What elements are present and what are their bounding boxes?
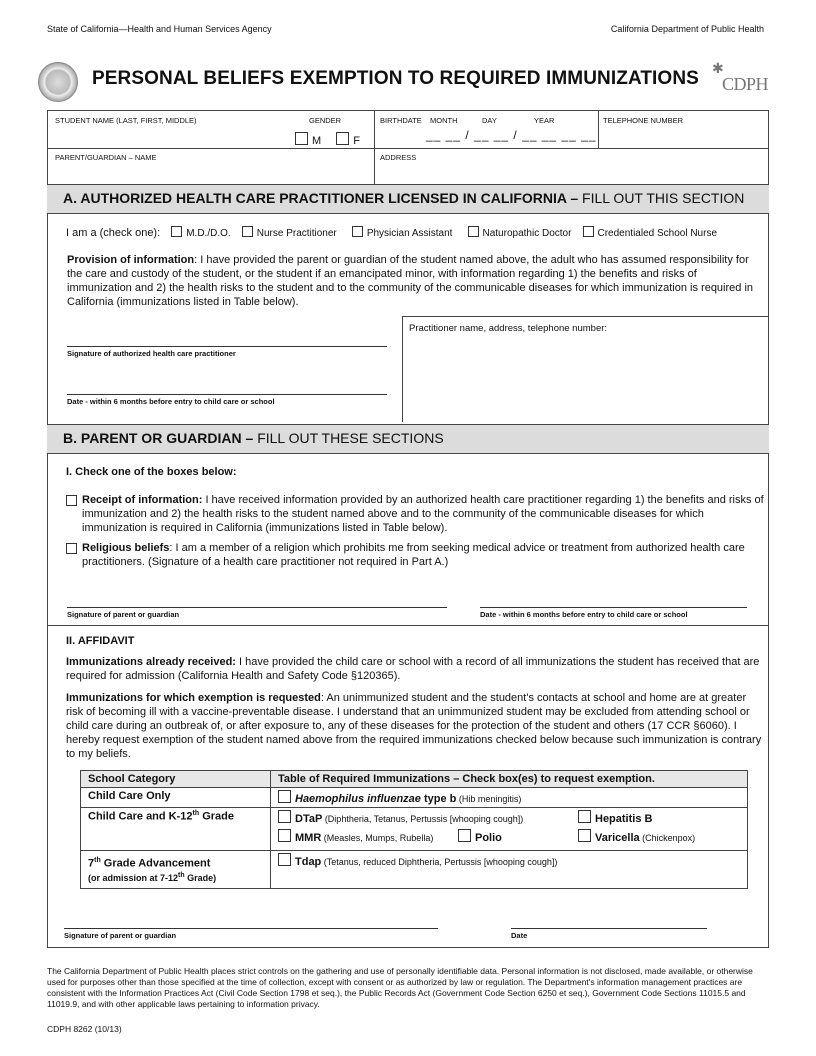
religious-beliefs-option: Religious beliefs: I am a member of a religion which prohibits me from seeking medical advice or treatment from authorized health care practitioners. (Signature of a health care practitioner not required in Part A.) <box>66 541 766 569</box>
gender-label: GENDER <box>309 116 342 125</box>
nurse-practitioner-checkbox[interactable] <box>242 226 253 237</box>
mmr-checkbox[interactable] <box>278 829 291 842</box>
section-b-heading: B. PARENT OR GUARDIAN – FILL OUT THESE SECTIONS <box>47 424 769 454</box>
state-seal-icon <box>38 62 78 102</box>
department-name: California Department of Public Health <box>610 24 764 34</box>
parent-name-field[interactable]: PARENT/GUARDIAN – NAME <box>47 148 375 184</box>
birthdate-field[interactable]: BIRTHDATE MONTH DAY YEAR __ __ / __ __ / __ __ __ __ <box>374 110 599 149</box>
final-date-line[interactable]: Date <box>511 928 707 940</box>
varicella-checkbox[interactable] <box>578 829 591 842</box>
physician-assistant-checkbox[interactable] <box>352 226 363 237</box>
divider <box>47 625 769 626</box>
hib-checkbox[interactable] <box>278 790 291 803</box>
parent-date-line[interactable]: Date - within 6 months before entry to child care or school <box>480 607 747 619</box>
gender-f-checkbox[interactable] <box>336 132 349 145</box>
school-nurse-checkbox[interactable] <box>583 226 594 237</box>
agency-name: State of California—Health and Human Services Agency <box>47 24 272 34</box>
practitioner-date-line[interactable]: Date - within 6 months before entry to child care or school <box>67 394 387 406</box>
practitioner-info-box[interactable]: Practitioner name, address, telephone number: <box>402 316 769 422</box>
religious-beliefs-checkbox[interactable] <box>66 543 77 554</box>
table-header-row <box>81 771 748 788</box>
telephone-field[interactable]: TELEPHONE NUMBER <box>598 110 768 149</box>
dtap-checkbox[interactable] <box>278 810 291 823</box>
receipt-of-information-option: Receipt of information: I have received information provided by an authorized health care practitioner regarding 1) the benefits and risks of immunization and 2) the health risks to the student named above and to the community of the communicable diseases for which immunization is required in California (immunizations listed in Table below). <box>66 493 766 535</box>
practitioner-type-row: I am a (check one): M.D./D.O. Nurse Practitioner Physician Assistant Naturopathic Doctor Credentialed School Nurse <box>66 227 718 239</box>
final-parent-signature-line[interactable]: Signature of parent or guardian <box>64 928 438 940</box>
student-name-field[interactable]: STUDENT NAME (LAST, FIRST, MIDDLE) GENDER M F <box>47 110 375 149</box>
address-field[interactable]: ADDRESS <box>380 153 417 162</box>
col-required-immunizations: Table of Required Immunizations – Check box(es) to request exemption. <box>271 771 748 788</box>
immunization-table <box>80 770 748 889</box>
cdph-logo-icon: ✱ CDPH <box>712 60 769 94</box>
tdap-checkbox[interactable] <box>278 853 291 866</box>
parent-signature-line[interactable]: Signature of parent or guardian <box>67 607 447 619</box>
student-info-section <box>47 110 769 184</box>
form-number: CDPH 8262 (10/13) <box>47 1024 122 1034</box>
table-row: Child Care Only Haemophilus influenzae type b (Hib meningitis) <box>81 788 748 808</box>
affidavit-title: II. AFFIDAVIT <box>66 635 135 647</box>
md-do-checkbox[interactable] <box>171 226 182 237</box>
privacy-notice: The California Department of Public Health places strict controls on the gathering and use of personally identifiable data. Personal information is not disclosed, made available, or otherwise used for purposes other than those specified at the time of collection, except with consent or as authorized by law or regulation. The Department's information management practices are consistent with the Information Practices Act (Civil Code Section 1798 et seq.), the Public Records Act (Government Code Section 6250 et seq.), Government Code Sections 11015.5 and 11019.9, and with other applicable laws pertaining to information privacy. <box>47 966 753 1009</box>
section-a-heading: A. AUTHORIZED HEALTH CARE PRACTITIONER LICENSED IN CALIFORNIA – FILL OUT THIS SECTION <box>47 184 769 214</box>
birthdate-blank: __ __ / __ __ / __ __ __ __ <box>426 128 597 142</box>
receipt-of-information-checkbox[interactable] <box>66 495 77 506</box>
exemption-requested-paragraph: Immunizations for which exemption is requested: An unimmunized student and the student's contacts at school and home are at greater risk of becoming ill with a vaccine-preventable disease. I understand that an unimmunized student may be excluded from attending school or child care during an outbreak of, or after exposure to, any of these diseases for the protection of the student and others (17 CCR §6060). I hereby request exemption of the student named above from the required immunizations checked below because such immunization is contrary to my beliefs. <box>66 692 762 760</box>
form-title: PERSONAL BELIEFS EXEMPTION TO REQUIRED IMMUNIZATIONS <box>92 68 699 89</box>
gender-m-checkbox[interactable] <box>295 132 308 145</box>
col-school-category: School Category <box>81 771 271 788</box>
naturopathic-doctor-checkbox[interactable] <box>468 226 479 237</box>
part1-title: I. Check one of the boxes below: <box>66 466 237 478</box>
practitioner-signature-line[interactable]: Signature of authorized health care practitioner <box>67 346 387 358</box>
polio-checkbox[interactable] <box>458 829 471 842</box>
provision-of-information: Provision of information: I have provided the parent or guardian of the student named above, the adult who has assumed responsibility for the care and custody of the student, or the student if an emancipated minor, with information regarding 1) the benefits and risks of immunization and 2) the health risks to the student and to the community of the communicable diseases for which immunization is required in California (immunizations listed in Table below). <box>67 254 754 308</box>
hepatitis-b-checkbox[interactable] <box>578 810 591 823</box>
table-row: 7th Grade Advancement (or admission at 7-12th Grade) Tdap (Tetanus, reduced Diphtheria, Pertussis [whooping cough]) <box>81 851 748 889</box>
immunizations-received-paragraph: Immunizations already received: I have provided the child care or school with a record of all immunizations the student has received that are required for admission (California Health and Safety Code §120365). <box>66 656 760 682</box>
table-row: Child Care and K-12th Grade DTaP (Diphtheria, Tetanus, Pertussis [whooping cough]) Hepatitis B MMR (Measles, Mumps, Rubella) Polio Varicella (Chickenpox) <box>81 808 748 851</box>
